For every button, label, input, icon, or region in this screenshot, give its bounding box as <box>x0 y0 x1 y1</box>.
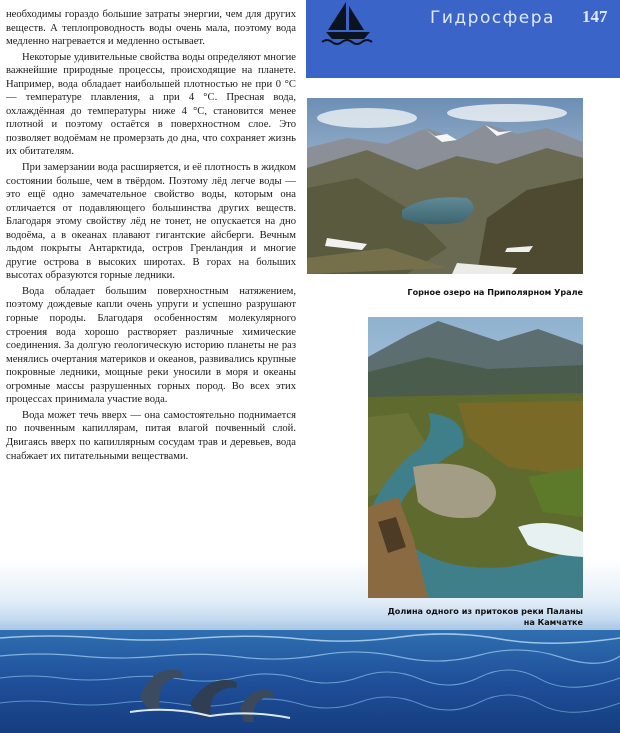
paragraph: Некоторые удивительные свойства воды определяют многие важнейшие природные процессы, происходящие на планете. Например, вода обладает наибольшей плотностью не при 0 °С — температуре плавления, а при 4 °С. Пресная вода, охлаждённая до температуры ниже 4 °С, становится менее плотной и поэтому остаётся в поверхностном слое. Это позволяет водоёмам не промерзать до дна, что сохраняет жизнь их обитателям. <box>6 51 296 158</box>
paragraph: Вода обладает большим поверхностным натяжением, поэтому дождевые капли очень упруги и успешно разрушают горные породы. Благодаря особенностям молекулярного строения вода хорошо растворяет различные химические соединения. За долгую геологическую историю планеты не раз менялись очертания материков и океанов, развивались крупные покровные ледники, мощные реки уносили в моря и океаны огромные массы разрушенных горных пород. Во всех этих процессах принимала участие вода. <box>6 285 296 406</box>
photo-caption: Горное озеро на Приполярном Урале <box>407 287 583 297</box>
caption-line: Долина одного из притоков реки Паланы <box>387 606 583 616</box>
sea-with-dolphins-illustration <box>0 608 620 733</box>
page-number: 147 <box>582 7 608 26</box>
mountain-lake-photo <box>307 98 583 274</box>
body-text-column <box>6 8 296 465</box>
river-valley-photo <box>368 317 583 598</box>
sailboat-icon <box>318 0 378 46</box>
paragraph: При замерзании вода расширяется, и её плотность в жидком состоянии больше, чем в твёрдом. Поэтому лёд легче воды — это ещё одно замечательное свойство воды, которым она отличается от подавляющего большинства других веществ. Благодаря этому свойству лёд не тонет, не опускается на дно водоёма, а в океанах плавают гигантские айсберги. Вечным льдом покрыты Антарктида, остров Гренландия и многие другие острова в высоких широтах. В горах на больших высотах образуются горные ледники. <box>6 162 296 282</box>
paragraph: Вода может течь вверх — она самостоятельно поднимается по почвенным капиллярам, питая влагой почвенный слой. Двигаясь вверх по капиллярным сосудам трав и деревьев, вода снабжает их питательными веществами. <box>6 409 296 462</box>
paragraph: необходимы гораздо большие затраты энергии, чем для других веществ. А теплопроводность воды очень мала, поэтому вода медленно нагревается и медленно остывает. <box>6 9 296 48</box>
caption-line: на Камчатке <box>523 617 583 627</box>
chapter-title: Гидросфера <box>430 8 555 28</box>
